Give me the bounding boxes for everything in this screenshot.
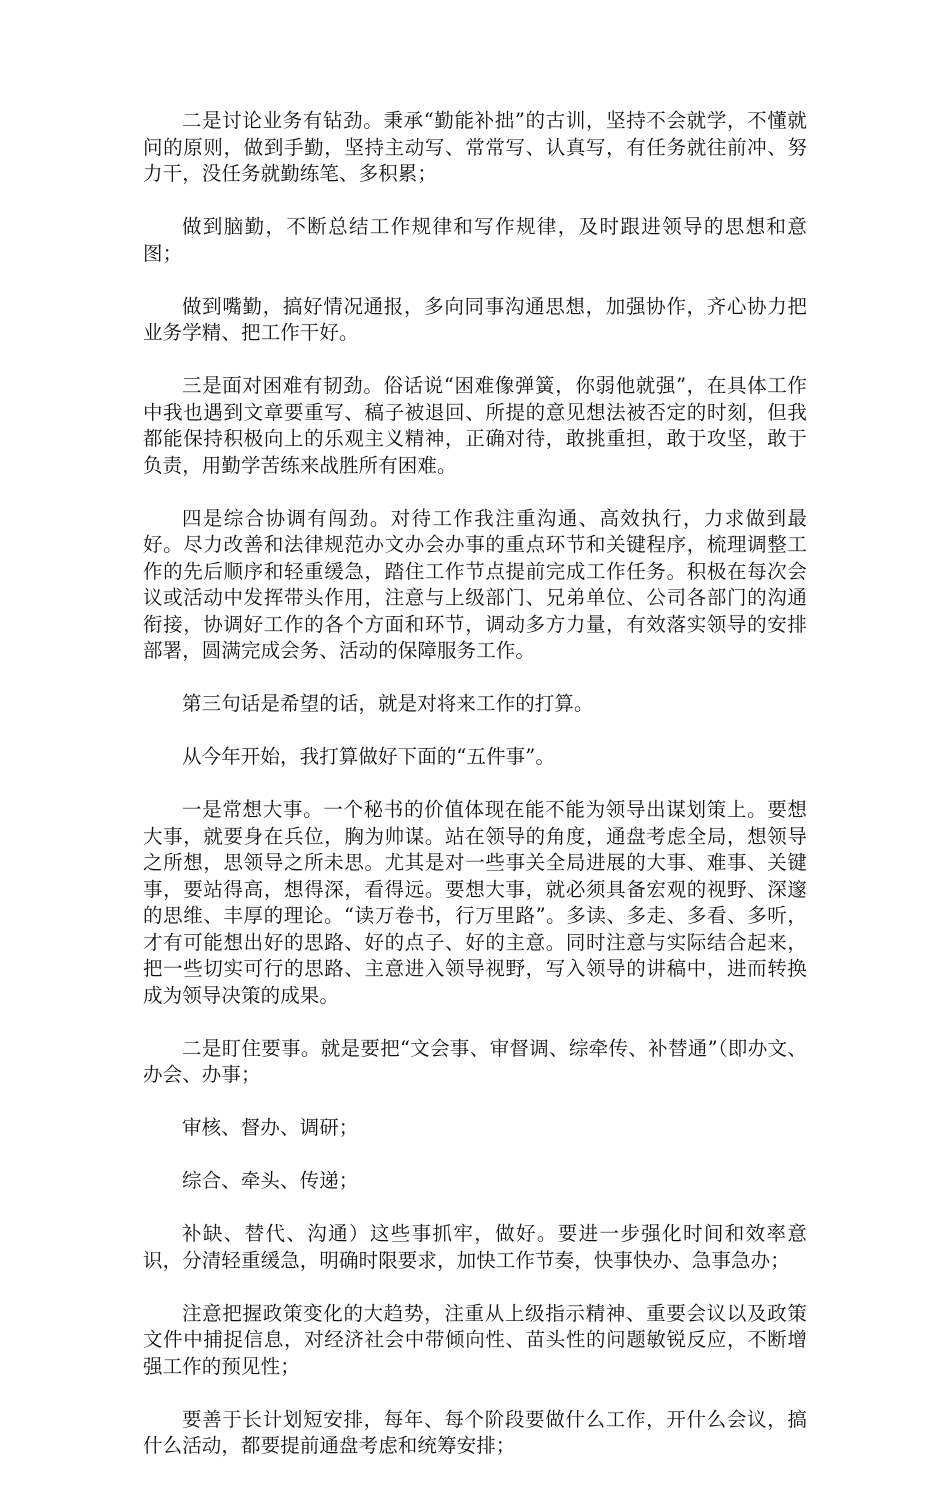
paragraph-coordination: 四是综合协调有闯劲。对待工作我注重沟通、高效执行，力求做到最好。尽力改善和法律规范办文办会办事的重点环节和关键程序，梳理调整工作的先后顺序和轻重缓急，踏住工作节点提前完成工作任务。积极在每次会议或活动中发挥带头作用，注意与上级部门、兄弟单位、公司各部门的沟通衔接，协调好工作的各个方面和环节，调动多方力量，有效落实领导的安排部署，圆满完成会务、活动的保障服务工作。: [143, 506, 807, 662]
paragraph-comprehensive-lead: 综合、牵头、传递；: [182, 1169, 359, 1192]
paragraph-discussion-diligence: 二是讨论业务有钻劲。秉承“勤能补拙”的古训，坚持不会就学，不懂就问的原则，做到手勤，坚持主动写、常常写、认真写，有任务就往前冲、努力干，没任务就勤练笔、多积累；: [143, 109, 807, 185]
paragraph-long-term-planning: 要善于长计划短安排，每年、每个阶段要做什么工作，开什么会议，搞什么活动，都要提前通盘考虑和统筹安排；: [143, 1407, 807, 1457]
paragraph-mouth-diligence: 做到嘴勤，搞好情况通报，多向同事沟通思想，加强协作，齐心协力把业务学精、把工作干好。: [143, 294, 807, 344]
paragraph-supplement-replace: 补缺、替代、沟通）这些事抓牢，做好。要进一步强化时间和效率意识，分清轻重缓急，明确时限要求，加快工作节奏，快事快办、急事急办；: [143, 1222, 807, 1272]
paragraph-third-sentence: 第三句话是希望的话，就是对将来工作的打算。: [182, 692, 594, 715]
paragraph-facing-difficulties: 三是面对困难有韧劲。俗话说“困难像弹簧，你弱他就强”，在具体工作中我也遇到文章要重写、稿子被退回、所提的意见想法被否定的时刻，但我都能保持积极向上的乐观主义精神，正确对待，敢挑重担，敢于攻坚，敢于负责，用勤学苦练来战胜所有困难。: [143, 374, 807, 477]
paragraph-focus-key-matters: 二是盯住要事。就是要把“文会事、审督调、综牵传、补替通”（即办文、办会、办事；: [143, 1036, 807, 1086]
paragraph-think-big-matters: 一是常想大事。一个秘书的价值体现在能不能为领导出谋划策上。要想大事，就要身在兵位，胸为帅谋。站在领导的角度，通盘考虑全局，想领导之所想，思领导之所未思。尤其是对一些事关全局进展的大事、难事、关键事，要站得高，想得深，看得远。要想大事，就必须具备宏观的视野、深邃的思维、丰厚的理论。“读万卷书，行万里路”。多读、多走、多看、多听，才有可能想出好的思路、好的点子、好的主意。同时注意与实际结合起来，把一些切实可行的思路、主意进入领导视野，写入领导的讲稿中，进而转换成为领导决策的成果。: [143, 798, 807, 1007]
paragraph-policy-trends: 注意把握政策变化的大趋势，注重从上级指示精神、重要会议以及政策文件中捕捉信息，对经济社会中带倾向性、苗头性的问题敏锐反应，不断增强工作的预见性；: [143, 1301, 807, 1378]
document-page: [143, 108, 807, 1486]
paragraph-brain-diligence: 做到脑勤，不断总结工作规律和写作规律，及时跟进领导的思想和意图；: [143, 215, 807, 265]
paragraph-five-things-intro: 从今年开始，我打算做好下面的“五件事”。: [182, 745, 555, 768]
paragraph-review-supervise: 审核、督办、调研；: [182, 1116, 359, 1139]
